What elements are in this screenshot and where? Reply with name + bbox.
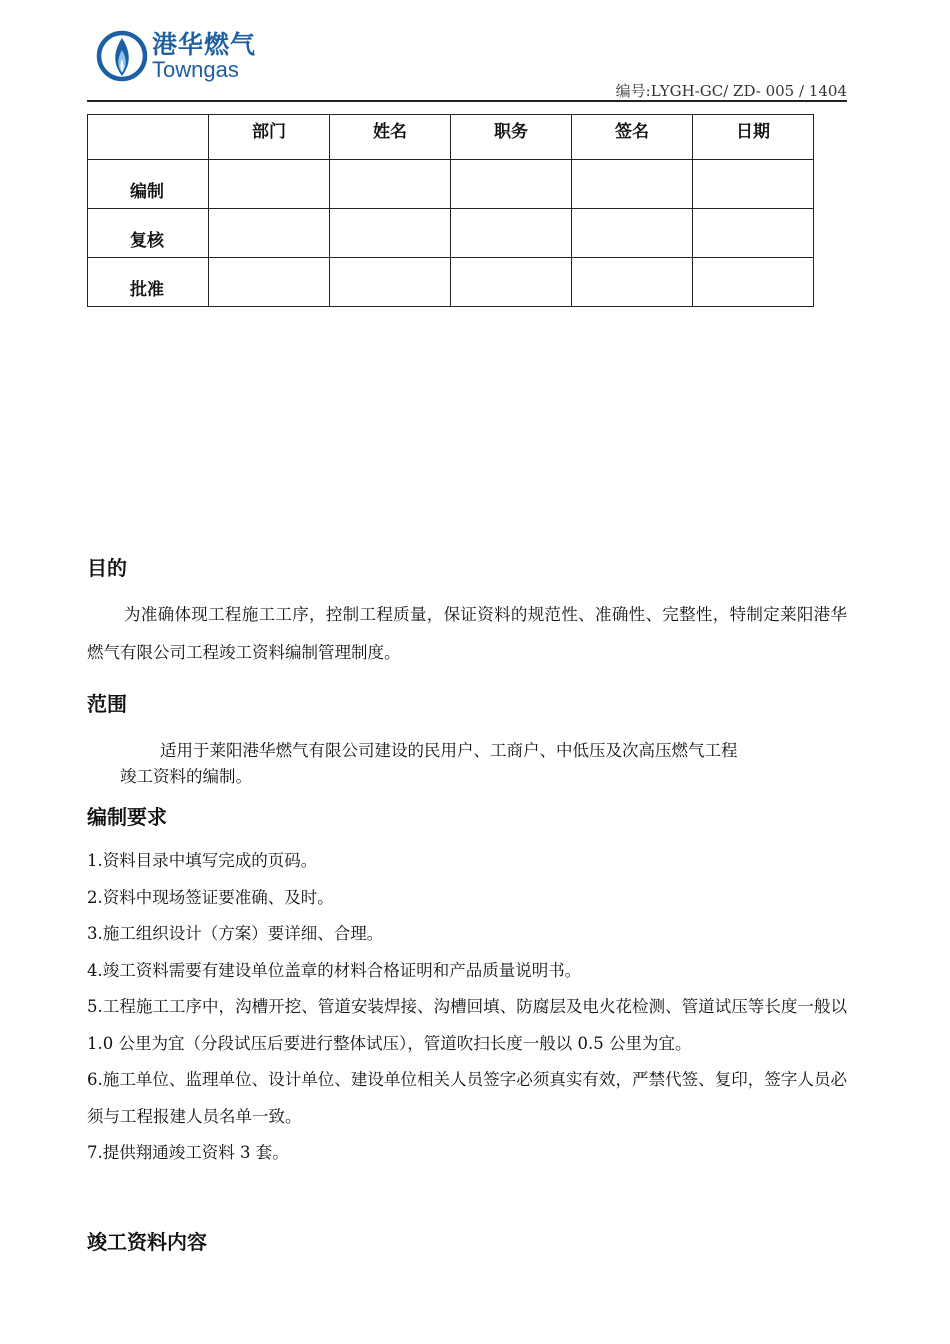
- list-item: 6.施工单位、监理单位、设计单位、建设单位相关人员签字必须真实有效，严禁代签、复印，签字人员必须与工程报建人员名单一致。: [87, 1070, 847, 1126]
- table-cell[interactable]: [451, 209, 572, 258]
- document-number: 编号:LYGH-GC/ ZD- 005 / 1404: [615, 82, 847, 100]
- table-cell[interactable]: [572, 209, 693, 258]
- table-header-cell: 姓名: [330, 115, 451, 160]
- flame-logo-icon: [96, 30, 148, 82]
- table-row: [88, 160, 814, 209]
- section-title-contents: 竣工资料内容: [87, 1230, 207, 1254]
- table-cell[interactable]: [330, 160, 451, 209]
- company-logo: [96, 30, 256, 82]
- scope-paragraph: [120, 738, 848, 790]
- row-label: 复核: [88, 209, 209, 258]
- logo-chinese-name: 港华燃气: [152, 29, 257, 59]
- table-header-cell: 日期: [693, 115, 814, 160]
- table-cell[interactable]: [572, 160, 693, 209]
- table-header-cell: 签名: [572, 115, 693, 160]
- list-item: 1.资料目录中填写完成的页码。: [87, 851, 318, 870]
- table-cell[interactable]: [451, 160, 572, 209]
- table-cell[interactable]: [330, 209, 451, 258]
- section-title-requirements: 编制要求: [87, 805, 167, 829]
- table-row: [88, 258, 814, 307]
- table-header-row: [88, 115, 814, 160]
- header-divider: [87, 100, 847, 102]
- section-title-scope: 范围: [87, 692, 127, 716]
- scope-line-1: 适用于莱阳港华燃气有限公司建设的民用户、工商户、中低压及次高压燃气工程: [160, 741, 738, 760]
- list-item: 5.工程施工工序中，沟槽开挖、管道安装焊接、沟槽回填、防腐层及电火花检测、管道试压等长度一般以 1.0 公里为宜（分段试压后要进行整体试压），管道吹扫长度一般以 0.5 公里为宜。: [87, 997, 847, 1053]
- table-cell[interactable]: [330, 258, 451, 307]
- table-cell[interactable]: [451, 258, 572, 307]
- list-item: 4.竣工资料需要有建设单位盖章的材料合格证明和产品质量说明书。: [87, 960, 582, 980]
- scope-line-2: 竣工资料的编制。: [120, 767, 252, 786]
- row-label: 批准: [88, 258, 209, 307]
- list-item: 2.资料中现场签证要准确、及时。: [87, 887, 334, 907]
- logo-text: [152, 29, 257, 82]
- requirements-list: [87, 843, 847, 1172]
- table-header-cell: [88, 115, 209, 160]
- table-cell[interactable]: [693, 209, 814, 258]
- list-item: 3.施工组织设计（方案）要详细、合理。: [87, 924, 384, 943]
- logo-english-name: Towngas: [152, 56, 239, 82]
- table-cell[interactable]: [572, 258, 693, 307]
- table-header-cell: 职务: [451, 115, 572, 160]
- list-item: 7.提供翔通竣工资料 3 套。: [87, 1143, 289, 1162]
- table-cell[interactable]: [209, 160, 330, 209]
- signoff-table: [87, 114, 814, 307]
- table-cell[interactable]: [209, 209, 330, 258]
- row-label: 编制: [88, 160, 209, 209]
- table-header-cell: 部门: [209, 115, 330, 160]
- table-cell[interactable]: [693, 160, 814, 209]
- table-row: [88, 209, 814, 258]
- section-title-purpose: 目的: [87, 556, 127, 580]
- table-cell[interactable]: [209, 258, 330, 307]
- purpose-paragraph: 为准确体现工程施工工序，控制工程质量，保证资料的规范性、准确性、完整性，特制定莱阳港华燃气有限公司工程竣工资料编制管理制度。: [87, 605, 847, 662]
- table-cell[interactable]: [693, 258, 814, 307]
